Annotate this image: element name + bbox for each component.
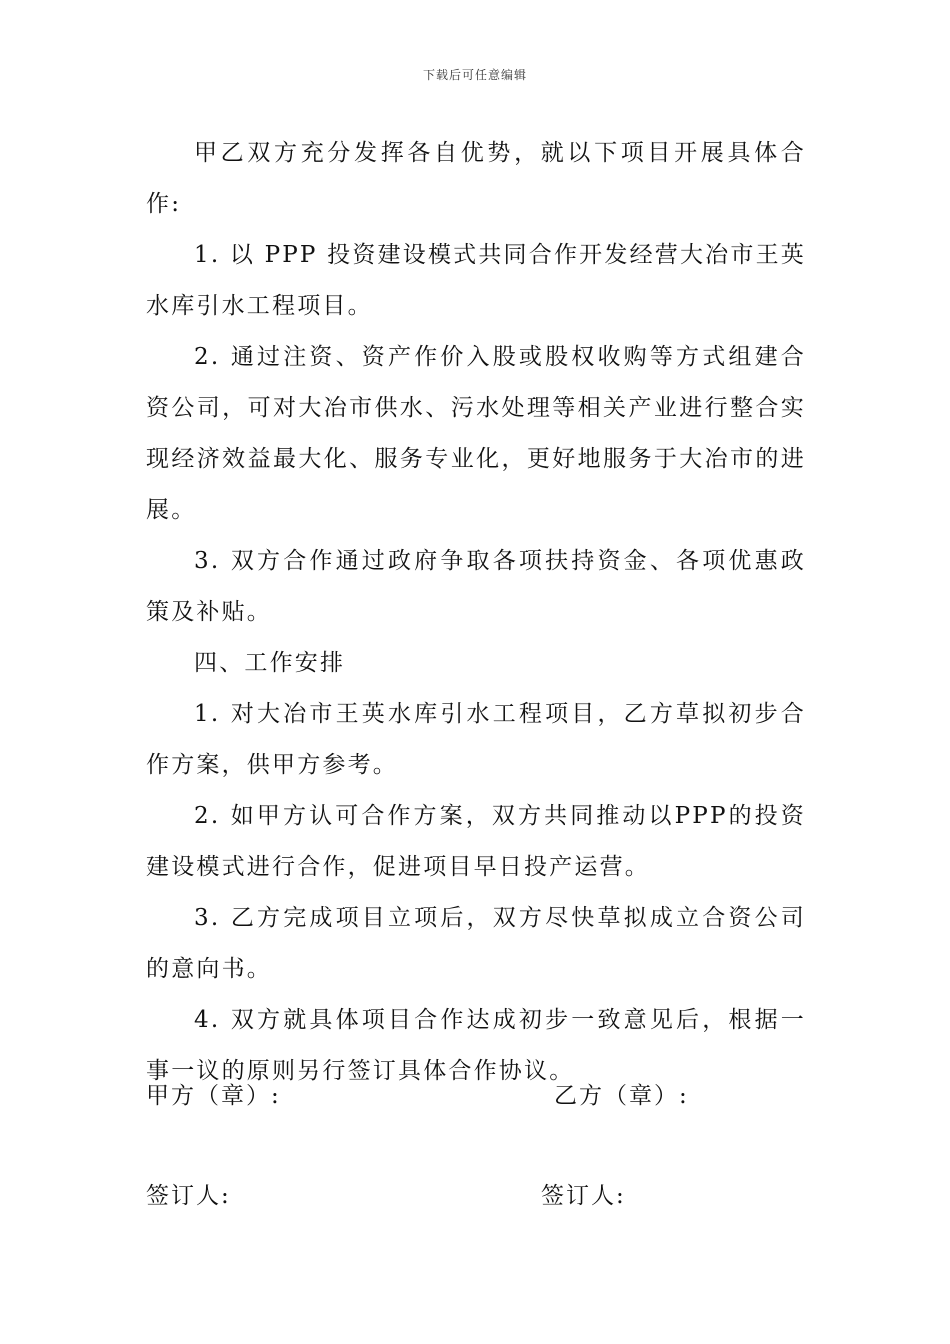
- party-a-signer-label: 签订人:: [146, 1183, 231, 1209]
- signer-row: [146, 1176, 806, 1216]
- arrangement-item-2: 2. 如甲方认可合作方案，双方共同推动以PPP的投资建设模式进行合作，促进项目早日投产运营。: [146, 803, 806, 880]
- party-a-seal-label: 甲方（章）:: [146, 1083, 281, 1109]
- seal-row: [146, 1076, 806, 1116]
- intro-paragraph: 甲乙双方充分发挥各自优势，就以下项目开展具体合作:: [146, 140, 806, 217]
- party-b-seal-label: 乙方（章）:: [554, 1083, 689, 1109]
- arrangement-item-3: 3. 乙方完成项目立项后，双方尽快草拟成立合资公司的意向书。: [146, 905, 806, 982]
- section-heading-work-arrangement: 四、工作安排: [194, 650, 346, 676]
- arrangement-item-1: 1. 对大冶市王英水库引水工程项目，乙方草拟初步合作方案，供甲方参考。: [146, 701, 806, 778]
- cooperation-item-3: 3. 双方合作通过政府争取各项扶持资金、各项优惠政策及补贴。: [146, 548, 806, 625]
- document-body: [146, 128, 806, 1097]
- party-b-signer-label: 签订人:: [541, 1183, 626, 1209]
- arrangement-item-4: 4. 双方就具体项目合作达成初步一致意见后，根据一事一议的原则另行签订具体合作协议。: [146, 1007, 806, 1084]
- page-header-note: 下载后可任意编辑: [422, 68, 527, 82]
- cooperation-item-2: 2. 通过注资、资产作价入股或股权收购等方式组建合资公司，可对大冶市供水、污水处理等相关产业进行整合实现经济效益最大化、服务专业化，更好地服务于大冶市的进展。: [146, 344, 806, 523]
- cooperation-item-1: 1. 以 PPP 投资建设模式共同合作开发经营大冶市王英水库引水工程项目。: [146, 242, 806, 319]
